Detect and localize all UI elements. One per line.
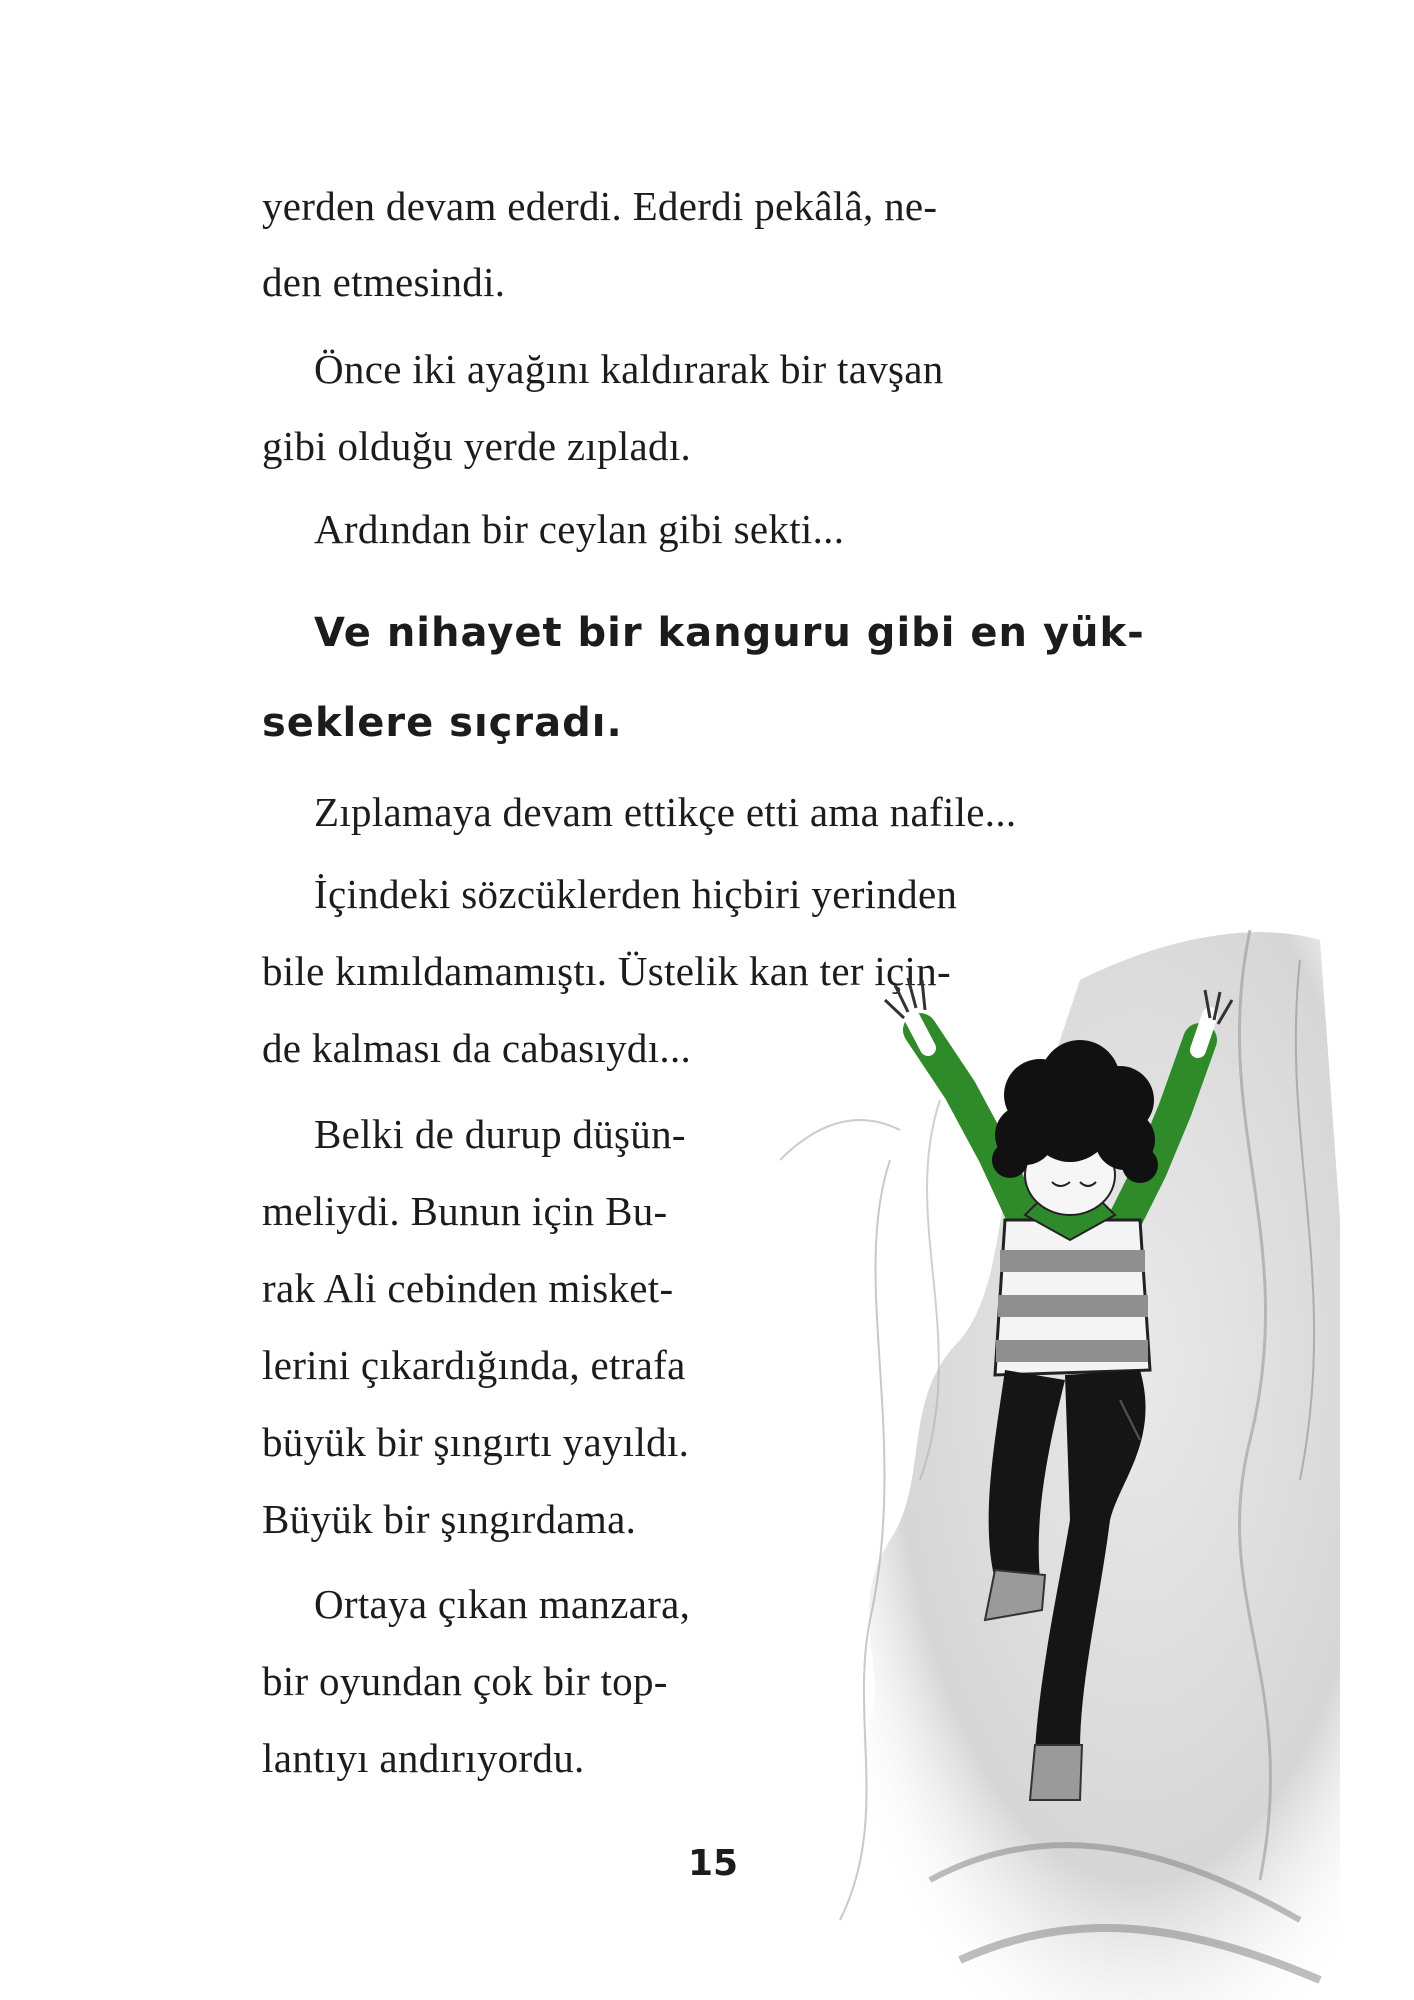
text-line: Ortaya çıkan manzara, [314,1581,691,1627]
text-line: den etmesindi. [262,259,506,305]
text-line: meliydi. Bunun için Bu- [262,1188,668,1234]
text-line: Büyük bir şıngırdama. [262,1496,637,1542]
emphasis-line: seklere sıçradı. [262,700,623,746]
text-line: Ardından bir ceylan gibi sekti... [314,506,845,552]
text-line: de kalması da cabasıydı... [262,1025,692,1071]
text-line: Belki de durup düşün- [314,1111,686,1157]
text-line: rak Ali cebinden misket- [262,1265,674,1311]
text-line: Önce iki ayağını kaldırarak bir tavşan [314,346,944,392]
page-number: 15 [688,1843,739,1884]
jumping-boy-illustration [780,920,1340,2000]
text-line: gibi olduğu yerde zıpladı. [262,423,692,469]
torso [995,1200,1150,1375]
left-arm [885,978,1025,1220]
text-line: Zıplamaya devam ettikçe etti ama nafile... [314,789,1017,835]
emphasis-line: Ve nihayet bir kanguru gibi en yük- [314,610,1145,656]
text-line: bile kımıldamamıştı. Üstelik kan ter için- [262,948,951,994]
text-line: lantıyı andırıyordu. [262,1735,585,1781]
text-line: lerini çıkardığında, etrafa [262,1342,686,1388]
text-line: yerden devam ederdi. Ederdi pekâlâ, ne- [262,183,938,229]
text-line: bir oyundan çok bir top- [262,1658,668,1704]
text-line: büyük bir şıngırtı yayıldı. [262,1419,690,1465]
text-line: İçindeki sözcüklerden hiçbiri yerinden [314,871,958,917]
